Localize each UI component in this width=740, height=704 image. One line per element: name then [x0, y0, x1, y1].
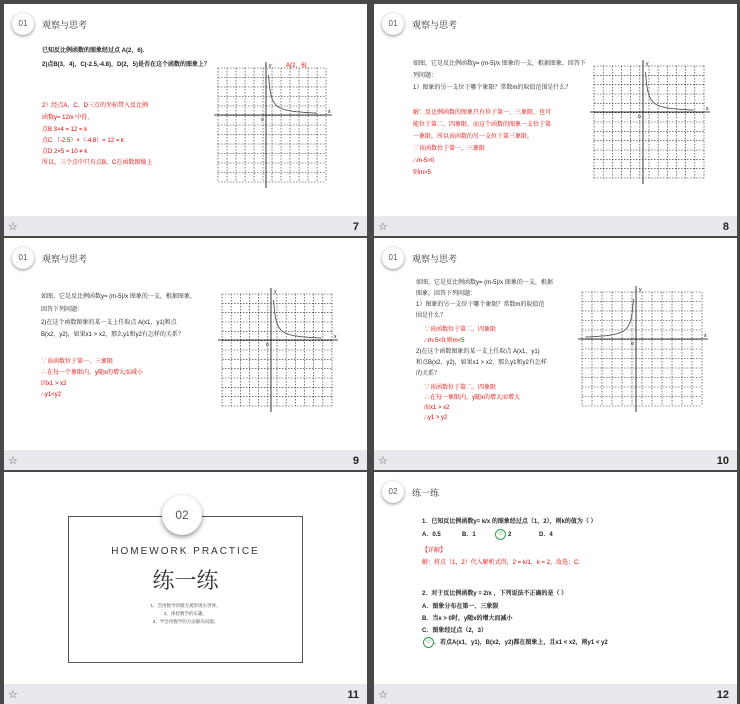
star-icon[interactable]: ☆ — [8, 220, 18, 233]
section-badge: 01 — [12, 13, 34, 35]
section-badge: 01 — [12, 247, 34, 269]
answer-line: ∴m-5<0,则m<5 — [424, 338, 465, 344]
slide-thumbnail-9[interactable] — [4, 238, 367, 470]
question-line: 1．已知反比例函数y= k/x 的图象经过点（1，2），则k的值为（ ） — [422, 519, 597, 525]
question-line: 的关系？ — [416, 371, 441, 377]
answer-line: 2）经点A、C、D三点的坐标带入反比例 — [42, 103, 149, 109]
question-line: 如图，它是反比例函数y= (m-5)/x 图象的一支，根据图象， — [41, 294, 196, 300]
hyperbola-curve — [269, 75, 317, 113]
hyperbola-curve — [274, 300, 322, 338]
axis-label: y — [274, 289, 277, 295]
slide-title: 观察与思考 — [42, 254, 88, 264]
page-number: 12 — [716, 689, 729, 701]
page-number: 9 — [352, 455, 359, 467]
point-label: A(2，6) — [286, 63, 307, 69]
axis-label: o — [631, 341, 634, 347]
goal-line: 3、学会用数学的方法解决问题。 — [152, 619, 219, 624]
axis-label: x — [704, 333, 707, 339]
slide-footer — [4, 216, 367, 236]
question-line: 和点B(x2，y2)，如果x1 > x2，那么y1和y2有怎样 — [416, 360, 547, 366]
slide-thumbnail-7[interactable] — [4, 4, 367, 236]
answer-line: ∵该函数位于第二、四象限 — [424, 385, 497, 391]
section-goals — [4, 602, 367, 626]
smile-icon: ☺ — [495, 529, 506, 540]
option-b: B．当x > 0时，y随x的增大而减小 — [422, 616, 513, 622]
star-icon[interactable]: ☆ — [8, 454, 18, 467]
option-c: C．图象经过点（2，3） — [422, 628, 488, 634]
section-badge: 02 — [382, 481, 404, 503]
answer-line: 所以，三个点中只有点B、C在函数图像上 — [42, 160, 153, 166]
star-icon[interactable]: ☆ — [8, 688, 18, 701]
question-line: 围是什么？ — [416, 313, 447, 319]
axis-label: y — [639, 287, 642, 293]
answer-line: ∴在每一个象限内，y随x的增大而减小 — [41, 370, 144, 376]
slide-thumbnail-8[interactable] — [374, 4, 737, 236]
slide-footer — [374, 684, 737, 704]
slide-title: 观察与思考 — [42, 20, 88, 30]
slide-title: 练一练 — [412, 488, 440, 498]
option-b: B．1 — [462, 532, 476, 538]
answer-line: 而x1 > x2 — [424, 405, 450, 411]
answer-line: 点C （-2.5）×（-4.8）= 12 = k — [42, 138, 124, 144]
page-number: 11 — [347, 689, 359, 701]
section-number: 02 — [162, 495, 202, 535]
smile-icon: ☺ — [423, 637, 434, 648]
answer-line: ∵该函数位于第一、三象限 — [41, 359, 114, 365]
answer-line: 则m>5 — [413, 170, 431, 176]
page-number: 10 — [716, 455, 729, 467]
question-line: 列问题： — [413, 73, 438, 79]
option-d: D．4 — [539, 532, 553, 538]
coordinate-grid — [214, 286, 340, 414]
axis-label: x — [328, 109, 331, 115]
answer-line: ∴在每一象限内，y随x的增大而增大 — [424, 395, 521, 401]
axis-label: o — [638, 114, 641, 120]
coordinate-grid — [586, 58, 712, 186]
answer-line: ∴y1<y2 — [41, 392, 61, 398]
page-number: 7 — [352, 221, 359, 233]
answer-line: 解：反比例函数的图象只有位于第一、三象限，也可 — [413, 110, 552, 116]
star-icon[interactable]: ☆ — [378, 454, 388, 467]
option-a: A．图象分布在第一、三象限 — [422, 604, 499, 610]
section-en-title: HOMEWORK PRACTICE — [111, 546, 260, 557]
star-icon[interactable]: ☆ — [378, 220, 388, 233]
section-badge: 01 — [382, 13, 404, 35]
answer-line: ∴m-5>0 — [413, 158, 434, 164]
answer-line: ∴y1 > y2 — [424, 415, 448, 421]
question-line: 已知反比例函数的图象经过点 A(2，6)． — [42, 48, 149, 54]
slide-footer — [374, 216, 737, 236]
question-line: 2．对于反比例函数y = 2/x ，下列说法不正确的是（ ） — [422, 591, 568, 597]
answer-line: 因x1 > x2 — [41, 381, 67, 387]
question-line: 2)点B(3，4)，C(-2.5,-4.8)，D(2，5)是否在这个函数的图象上？ — [42, 62, 211, 68]
question-line: 1）图象的另一支位于哪个象限？常数m的取值范 — [416, 302, 545, 308]
goal-line: 1、会用数学的眼光观察现实世界。 — [150, 603, 221, 608]
question-line: 2)在这个函数图象的某一支上任取点 A(x1，y1)和点 — [41, 320, 177, 326]
option-d: ．若点A(x1，y1)，B(x2，y2)都在图象上，且x1 < x2，则y1 < y2 — [434, 640, 608, 646]
section-badge: 01 — [382, 247, 404, 269]
axis-label: x — [334, 334, 337, 340]
answer-line: 解：将点（1，2）代入解析式得，2 = k/1，k = 2，故选：C. — [422, 560, 581, 566]
question-line: 1）图象的另一支位于哪个象限？常数m的取值范围是什么？ — [413, 85, 572, 91]
question-line: 如图，它是反比例函数y= (m-5)/x 图象的一支，根据图象，回答下 — [413, 61, 586, 67]
slide-thumbnail-11[interactable] — [4, 472, 367, 704]
axis-label: x — [706, 106, 709, 112]
answer-tag: 【详解】 — [422, 548, 447, 554]
axis-label: y — [646, 61, 649, 67]
slide-thumbnail-12[interactable] — [374, 472, 737, 704]
slide-footer — [374, 450, 737, 470]
slide-footer — [4, 684, 367, 704]
slide-title: 观察与思考 — [412, 20, 458, 30]
question-line: 回答下列问题： — [41, 307, 84, 313]
option-a: A．0.5 — [422, 532, 441, 538]
coordinate-grid — [210, 60, 334, 190]
hyperbola-curve — [586, 299, 634, 337]
star-icon[interactable]: ☆ — [378, 688, 388, 701]
answer-line: 点D 2×5 = 10 ≠ k — [42, 149, 88, 155]
section-cn-title: 练一练 — [152, 568, 219, 593]
axis-label: y — [269, 63, 272, 69]
answer-line: ∵该函数位于第一、三象限 — [413, 146, 486, 152]
answer-line: ∵该函数位于第二、四象限 — [424, 327, 497, 333]
answer-line: 函数y= 12/x 中得， — [42, 115, 94, 121]
answer-line: 点B 3×4 = 12 = k — [42, 127, 88, 133]
axis-label: o — [266, 342, 269, 348]
question-line: 2)在这个函数图象的某一支上任取点 A(x1，y1) — [416, 349, 540, 355]
question-line: 图象，回答下列问题： — [416, 291, 477, 297]
question-line: B(x2，y2)，如果x1 > x2，那么y1和y2有怎样的关系？ — [41, 332, 184, 338]
slide-thumbnail-10[interactable] — [374, 238, 737, 470]
answer-line: 一象限，所以该函数的另一支位于第三象限。 — [413, 134, 534, 140]
hyperbola-curve — [646, 72, 694, 110]
question-line: 如图，它是反比例函数y= (m-5)/x 图象的一支，根据 — [416, 280, 553, 286]
axis-label: o — [261, 117, 264, 123]
page-number: 8 — [722, 221, 729, 233]
slide-title: 观察与思考 — [412, 254, 458, 264]
coordinate-grid — [574, 284, 710, 414]
option-c-value: 2 — [508, 532, 512, 538]
goal-line: 2、体验数学的乐趣。 — [163, 611, 207, 616]
slide-footer — [4, 450, 367, 470]
answer-line: 能位于第二、四象限，而这个函数的图象一支位于第 — [413, 122, 552, 128]
